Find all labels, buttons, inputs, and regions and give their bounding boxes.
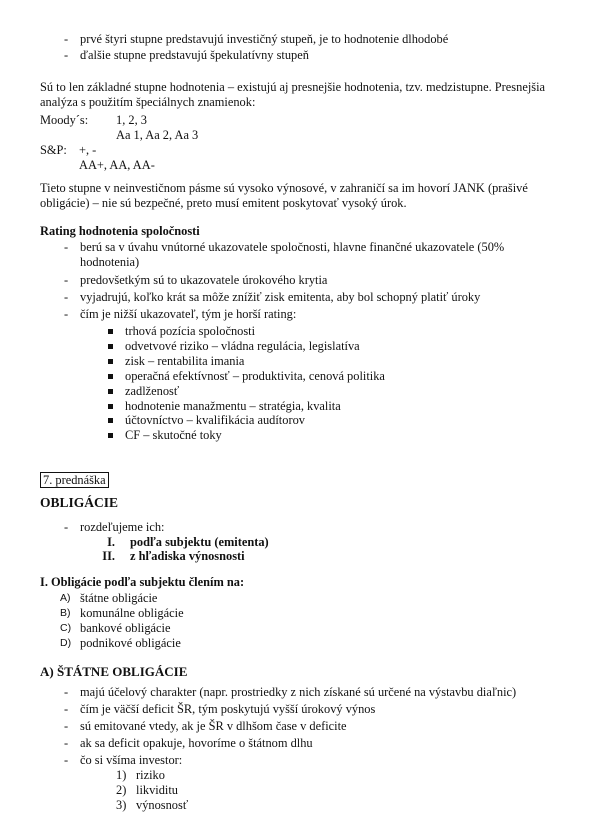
moodys-scale-1: 1, 2, 3	[116, 113, 147, 127]
sub-list-item: účtovníctvo – kvalifikácia audítorov	[108, 413, 305, 428]
square-bullet-icon	[108, 404, 113, 409]
paragraph-line: obligácie) – nie sú bezpečné, preto musí emitent poskytovať vysoký úrok.	[40, 196, 407, 210]
roman-numeral: I.	[107, 535, 115, 549]
list-item: - sú emitované vtedy, ak je ŠR v dlhšom čase v deficite	[64, 719, 347, 733]
page-title: OBLIGÁCIE	[40, 495, 119, 510]
list-item: - vyjadrujú, koľko krát sa môže znížiť zisk emitenta, aby bol schopný platiť úroky	[64, 290, 481, 304]
list-item: D) podnikové obligácie	[60, 636, 181, 650]
sub-list-item: trhová pozícia spoločnosti	[108, 324, 255, 339]
square-bullet-icon	[108, 433, 113, 438]
square-bullet-icon	[108, 344, 113, 349]
section-heading: A) ŠTÁTNE OBLIGÁCIE	[40, 664, 188, 679]
sub-list-item: operačná efektívnosť – produktivita, cenová politika	[108, 369, 385, 384]
moodys-scale-2: Aa 1, Aa 2, Aa 3	[116, 128, 199, 142]
lecture-label-box: 7. prednáška	[40, 472, 109, 488]
snp-scale-2: AA+, AA, AA-	[79, 158, 155, 172]
sub-list-item: odvetvové riziko – vládna regulácia, legislatíva	[108, 339, 360, 354]
sub-list-item: CF – skutočné toky	[108, 428, 222, 443]
paragraph-line: Tieto stupne v neinvestičnom pásme sú vysoko výnosové, v zahraničí sa im hovorí JANK (prašivé	[40, 181, 528, 195]
list-item: C) bankové obligácie	[60, 621, 171, 635]
list-item: B) komunálne obligácie	[60, 606, 184, 620]
numbered-item: 1) riziko	[116, 768, 165, 782]
section-heading: Rating hodnotenia spoločnosti	[40, 224, 200, 238]
list-item: - ďalšie stupne predstavujú špekulatívny stupeň	[64, 48, 309, 62]
moodys-label: Moody´s:	[40, 113, 89, 127]
sub-list-item: hodnotenie manažmentu – stratégia, kvalita	[108, 399, 341, 414]
list-item: - ak sa deficit opakuje, hovoríme o štátnom dlhu	[64, 736, 313, 750]
numbered-item: 2) likviditu	[116, 783, 178, 797]
list-item: - predovšetkým sú to ukazovatele úrokového krytia	[64, 273, 328, 287]
list-item: - rozdeľujeme ich:	[64, 520, 165, 534]
list-item: A) štátne obligácie	[60, 591, 158, 605]
square-bullet-icon	[108, 374, 113, 379]
list-item: - čím je väčší deficit ŠR, tým poskytujú vyšší úrokový výnos	[64, 702, 376, 716]
snp-scale-1: +, -	[79, 143, 97, 157]
list-item: - berú sa v úvahu vnútorné ukazovatele spoločnosti, hlavne finančné ukazovatele (50% hodnotenia)	[64, 240, 505, 269]
square-bullet-icon	[108, 418, 113, 423]
roman-item-text: podľa subjektu (emitenta)	[130, 535, 269, 549]
square-bullet-icon	[108, 359, 113, 364]
sub-list-item: zisk – rentabilita imania	[108, 354, 244, 369]
roman-item-text: z hľadiska výnosnosti	[130, 549, 245, 563]
square-bullet-icon	[108, 329, 113, 334]
list-item: - prvé štyri stupne predstavujú investičný stupeň, je to hodnotenie dlhodobé	[64, 32, 449, 46]
list-item: - čím je nižší ukazovateľ, tým je horší rating:	[64, 307, 297, 321]
snp-label: S&P:	[40, 143, 67, 157]
square-bullet-icon	[108, 389, 113, 394]
numbered-item: 3) výnosnosť	[116, 798, 189, 812]
list-item: - čo si všíma investor:	[64, 753, 183, 767]
roman-numeral: II.	[102, 549, 115, 563]
paragraph-line: analýza s použitím špeciálnych znamienok:	[40, 95, 256, 109]
paragraph-line: Sú to len základné stupne hodnotenia – existujú aj presnejšie hodnotenia, tzv. medzistupne. Presnejšia	[40, 80, 546, 94]
list-item: - majú účelový charakter (napr. prostriedky z nich získané sú určené na výstavbu diaľnic)	[64, 685, 517, 699]
sub-list-item: zadlženosť	[108, 384, 179, 399]
section-heading: I. Obligácie podľa subjektu člením na:	[40, 575, 245, 589]
